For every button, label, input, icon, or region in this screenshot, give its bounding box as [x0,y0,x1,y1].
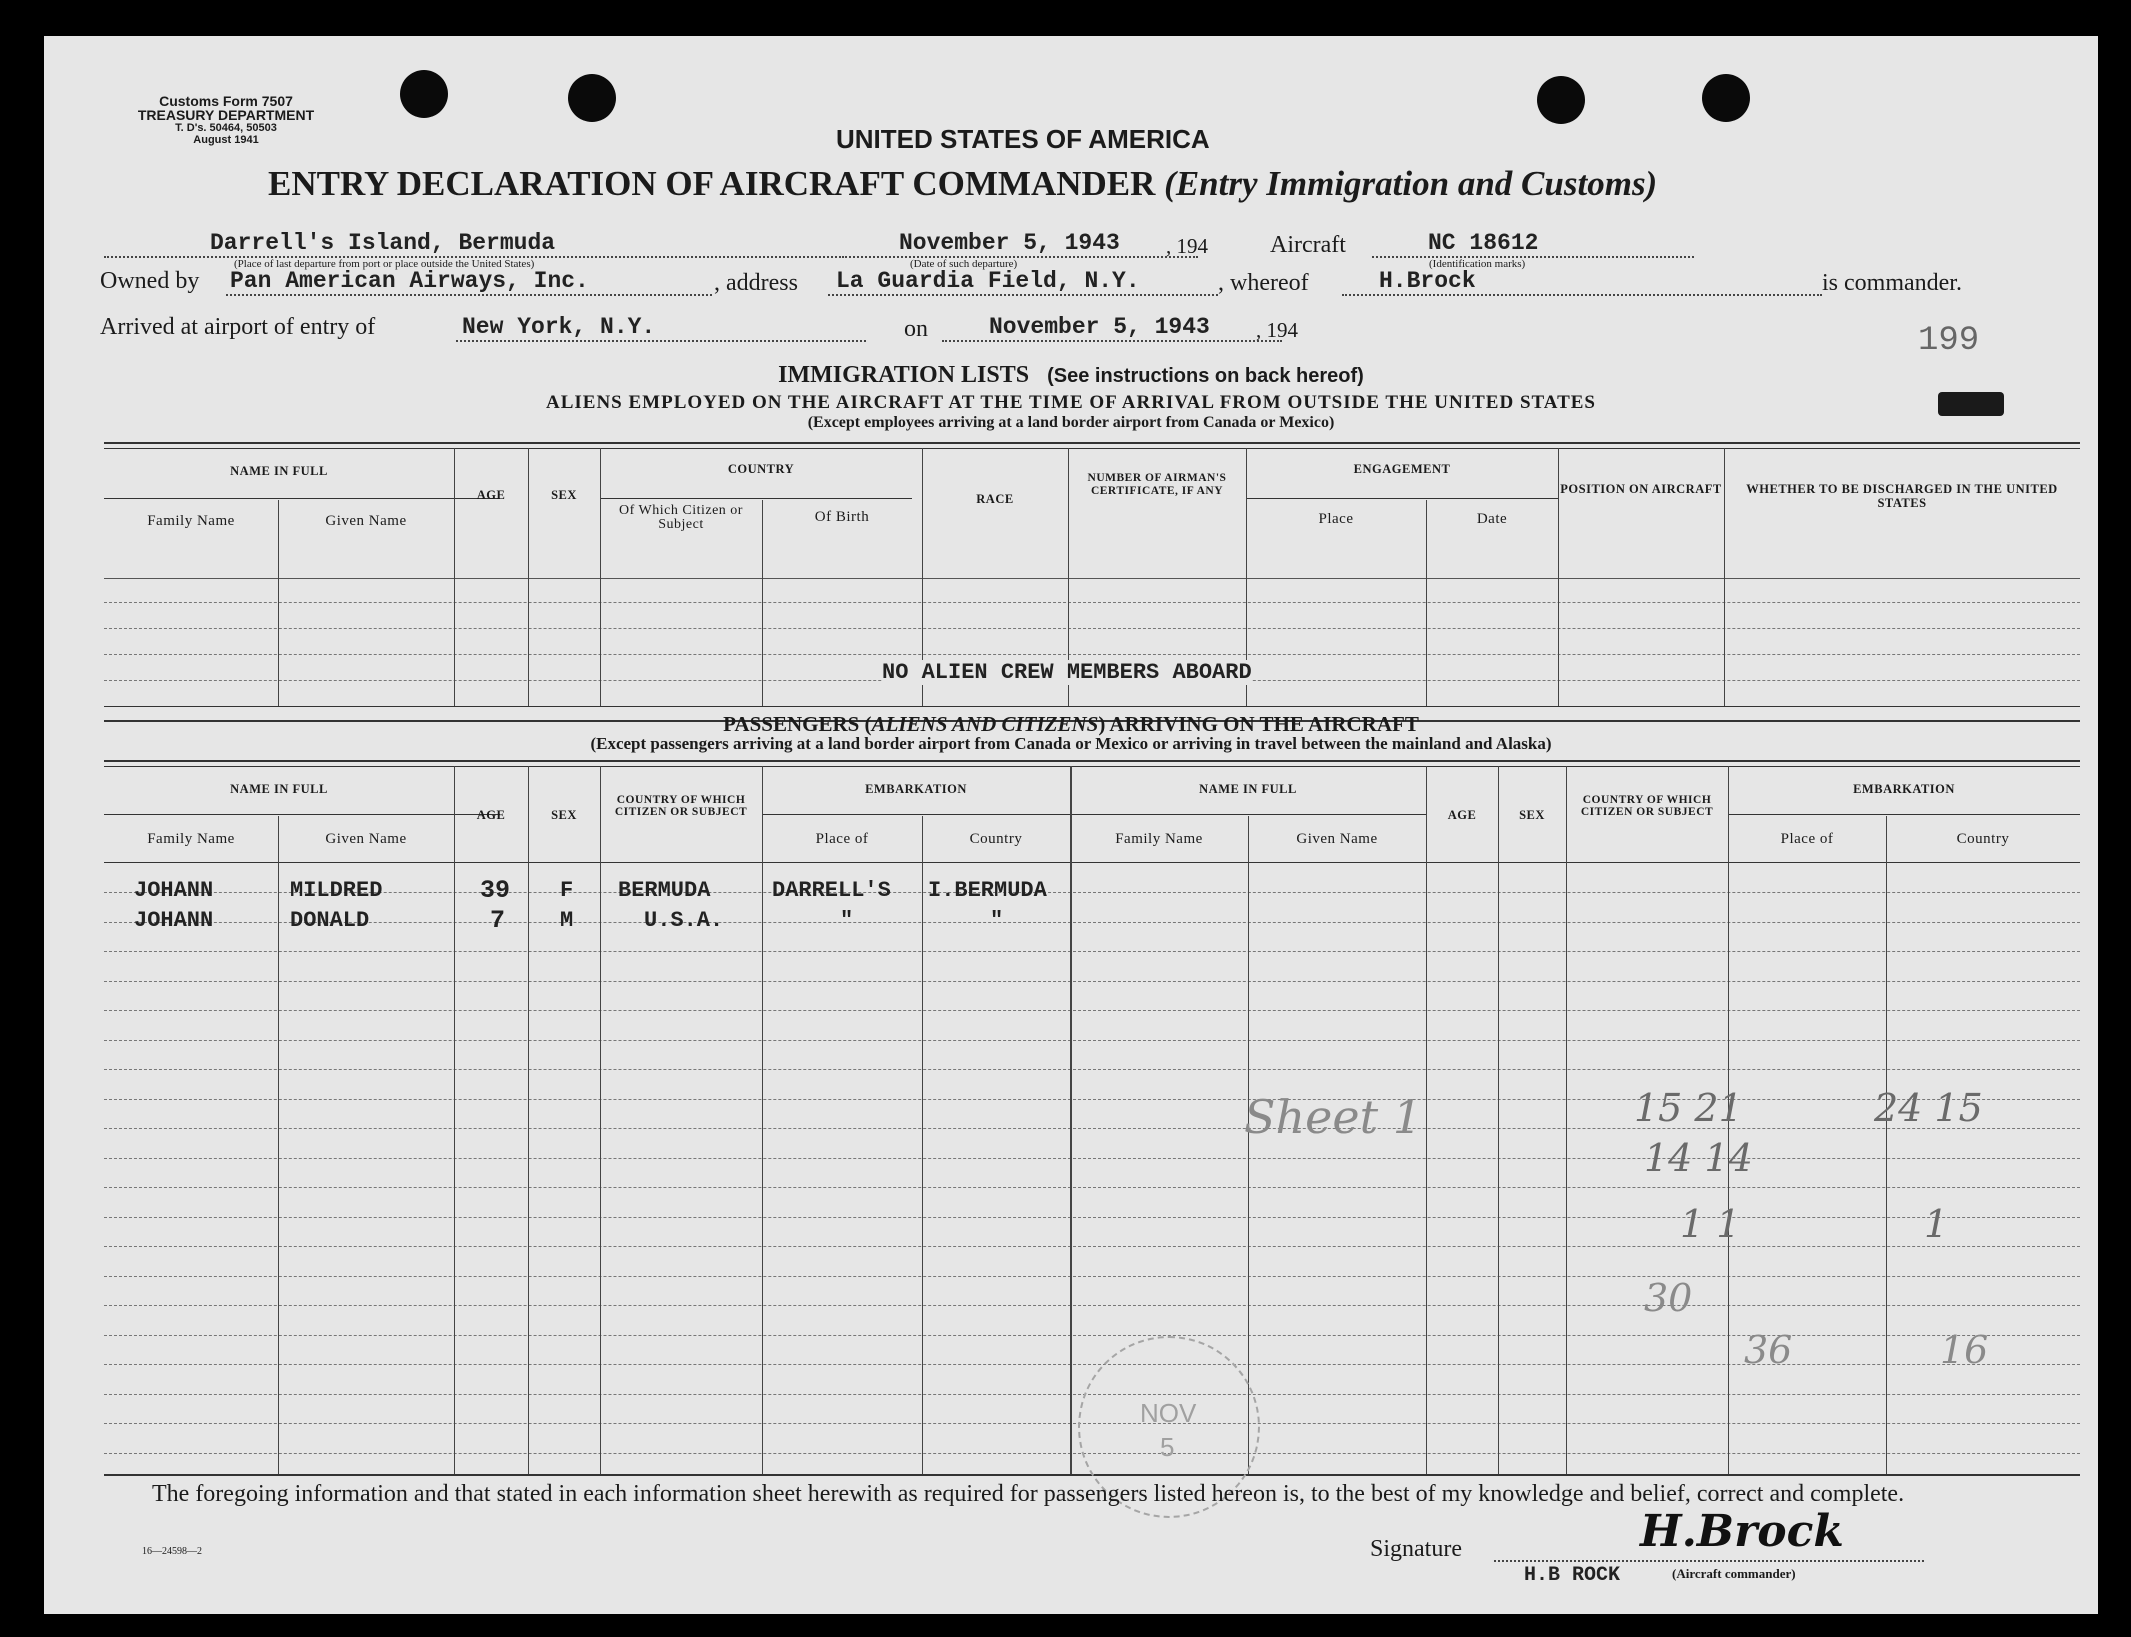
row-rule [104,1069,2080,1070]
owner-address: La Guardia Field, N.Y. [836,268,1140,294]
row-rule [104,892,2080,893]
pencil-note: 15 21 [1634,1086,1743,1130]
pass-family-name: Family Name [147,831,235,847]
crew-age: AGE [476,488,506,502]
passenger-age: 7 [490,906,506,935]
crew-country: COUNTRY [727,462,795,476]
pass2-given-name: Given Name [1296,831,1378,847]
no-alien-crew-note: NO ALIEN CREW MEMBERS ABOARD [882,660,1252,685]
pencil-note: 1 [1924,1202,1949,1246]
crew-citizen-of: Of Which Citizen or Subject [619,503,743,532]
is-commander-label: is commander. [1822,270,1962,296]
date-caption: (Date of such departure) [910,258,1018,270]
crew-race: RACE [976,492,1014,506]
pass2-sex: SEX [1519,808,1545,822]
passengers-title-b: ) ARRIVING ON THE AIRCRAFT [1098,712,1419,736]
aliens-employed-title: ALIENS EMPLOYED ON THE AIRCRAFT AT THE TIME OF ARRIVAL FROM OUTSIDE THE UNITED STATES [545,392,1596,413]
pass-place-of: Place of [815,831,869,847]
form-number: Customs Form 7507 [159,93,293,109]
pencil-note: 1 1 [1680,1202,1741,1246]
pass-embarkation: EMBARKATION [865,782,967,796]
department: TREASURY DEPARTMENT [137,107,315,123]
row-rule [104,1305,2080,1306]
stamp-day: 5 [1160,1432,1175,1462]
owner-name: Pan American Airways, Inc. [230,268,589,294]
passenger-country: U.S.A. [644,908,724,933]
pass-country: COUNTRY OF WHICH CITIZEN OR SUBJECT [614,794,748,818]
address-label: , address [714,270,798,296]
form-title [268,164,1657,204]
pencil-note: 16 [1940,1328,1989,1372]
form-title-italic: (Entry Immigration and Customs) [1164,164,1658,203]
pencil-note: 30 [1644,1276,1693,1320]
row-rule [104,1040,2080,1041]
crew-position: POSITION ON AIRCRAFT [1560,482,1722,496]
crew-sex: SEX [551,488,577,502]
punch-hole [1702,74,1750,122]
immigration-lists-heading: IMMIGRATION LISTS [778,362,1030,388]
arrival-airport: New York, N.Y. [462,314,656,340]
pencil-note: 14 14 [1644,1136,1753,1180]
pass2-name-in-full: NAME IN FULL [1199,782,1297,796]
commander-name: H.Brock [1379,268,1476,294]
aliens-employed-subtitle: (Except employees arriving at a land border airport from Canada or Mexico) [807,414,1335,431]
row-rule [104,1217,2080,1218]
immigration-lists-title [44,362,2098,389]
pass2-place-of: Place of [1780,831,1834,847]
passengers-title-italic: ALIENS AND CITIZENS [871,712,1099,736]
year-prefix-1: , 194 [1166,234,1208,258]
crew-discharged: WHETHER TO BE DISCHARGED IN THE UNITED STATES [1746,482,2058,510]
immigration-lists-note: (See instructions on back hereof) [1047,365,1364,387]
crew-name-in-full: NAME IN FULL [230,464,328,478]
commander-printed-name: H.B ROCK [1524,1564,1621,1587]
row-rule [104,1187,2080,1188]
pass-country-col: Country [969,831,1023,847]
customs-form-page [44,36,2098,1614]
country-title: UNITED STATES OF AMERICA [836,124,1210,154]
crew-engagement: ENGAGEMENT [1353,462,1451,476]
form-id-block [96,94,356,146]
sheet-number: 199 [1918,322,1980,360]
treasury-decisions: T. D's. 50464, 50503 [175,122,277,134]
row-rule [104,922,2080,923]
departure-date: November 5, 1943 [899,230,1120,256]
owned-by-label: Owned by [100,268,200,294]
form-title-main: ENTRY DECLARATION OF AIRCRAFT COMMANDER [268,164,1156,203]
aircraft-number: NC 18612 [1428,230,1539,256]
pass2-family-name: Family Name [1115,831,1203,847]
pass2-country-col: Country [1956,831,2010,847]
identification-caption: (Identification marks) [1429,258,1526,270]
crew-given-name: Given Name [325,513,407,529]
year-prefix-2: , 194 [1256,318,1298,342]
passenger-family-name: JOHANN [134,908,214,933]
row-rule [104,1158,2080,1159]
punch-hole [568,74,616,122]
pencil-note: 36 [1744,1328,1793,1372]
row-rule [104,951,2080,952]
punch-hole [1537,76,1585,124]
passenger-embark-country: I.BERMUDA [928,878,1047,903]
declaration-text: The foregoing information and that stated in each information sheet herewith as required for passengers listed hereon is, to the best of my knowledge and belief, correct and complete. [152,1481,1905,1507]
aircraft-commander-caption: (Aircraft commander) [1672,1566,1796,1581]
passenger-embark-place: DARRELL'S [772,878,891,903]
crew-engagement-date: Date [1476,511,1508,527]
stamp-month: NOV [1140,1398,1197,1428]
pass2-embarkation: EMBARKATION [1853,782,1955,796]
signature-label: Signature [1370,1536,1462,1562]
pencil-note: Sheet 1 [1244,1090,1422,1144]
passenger-family-name: JOHANN [134,878,214,903]
row-rule [104,1010,2080,1011]
row-rule [104,981,2080,982]
passengers-title-a: PASSENGERS ( [723,712,872,736]
row-rule [104,1246,2080,1247]
arrival-date: November 5, 1943 [989,314,1210,340]
pencil-note: 24 15 [1874,1086,1983,1130]
punch-hole [400,70,448,118]
pass-sex: SEX [551,808,577,822]
crew-of-birth: Of Birth [814,509,870,525]
pass-name-in-full: NAME IN FULL [230,782,328,796]
row-rule [104,1099,2080,1100]
place-of-departure: Darrell's Island, Bermuda [210,230,556,256]
pass2-age: AGE [1447,808,1477,822]
print-code: 16—24598—2 [142,1546,202,1557]
passenger-given-name: MILDRED [290,878,383,903]
pass2-country: COUNTRY OF WHICH CITIZEN OR SUBJECT [1580,794,1714,818]
crew-engagement-place: Place [1318,511,1354,527]
aircraft-label: Aircraft [1270,232,1346,258]
pass-age: AGE [476,808,506,822]
passengers-subtitle: (Except passengers arriving at a land border airport from Canada or Mexico or arriving in travel between the mainland and Alaska) [590,734,1552,753]
passenger-sex: F [560,878,574,903]
passenger-given-name: DONALD [290,908,370,933]
passenger-embark-place: " [840,908,854,933]
crew-certificate: NUMBER OF AIRMAN'S CERTIFICATE, IF ANY [1087,472,1227,497]
row-rule [104,1128,2080,1129]
pass-given-name: Given Name [325,831,407,847]
crew-family-name: Family Name [147,513,235,529]
whereof-label: , whereof [1218,270,1309,296]
place-caption: (Place of last departure from port or place outside the United States) [234,258,535,270]
passenger-country: BERMUDA [618,878,711,903]
passenger-embark-country: " [990,908,1004,933]
passenger-sex: M [560,908,574,933]
arrived-label: Arrived at airport of entry of [100,314,376,340]
passenger-age: 39 [480,876,511,905]
signature: H.Brock [1640,1506,1844,1557]
form-date: August 1941 [193,134,259,146]
row-rule [104,1276,2080,1277]
on-label: on [904,316,928,342]
